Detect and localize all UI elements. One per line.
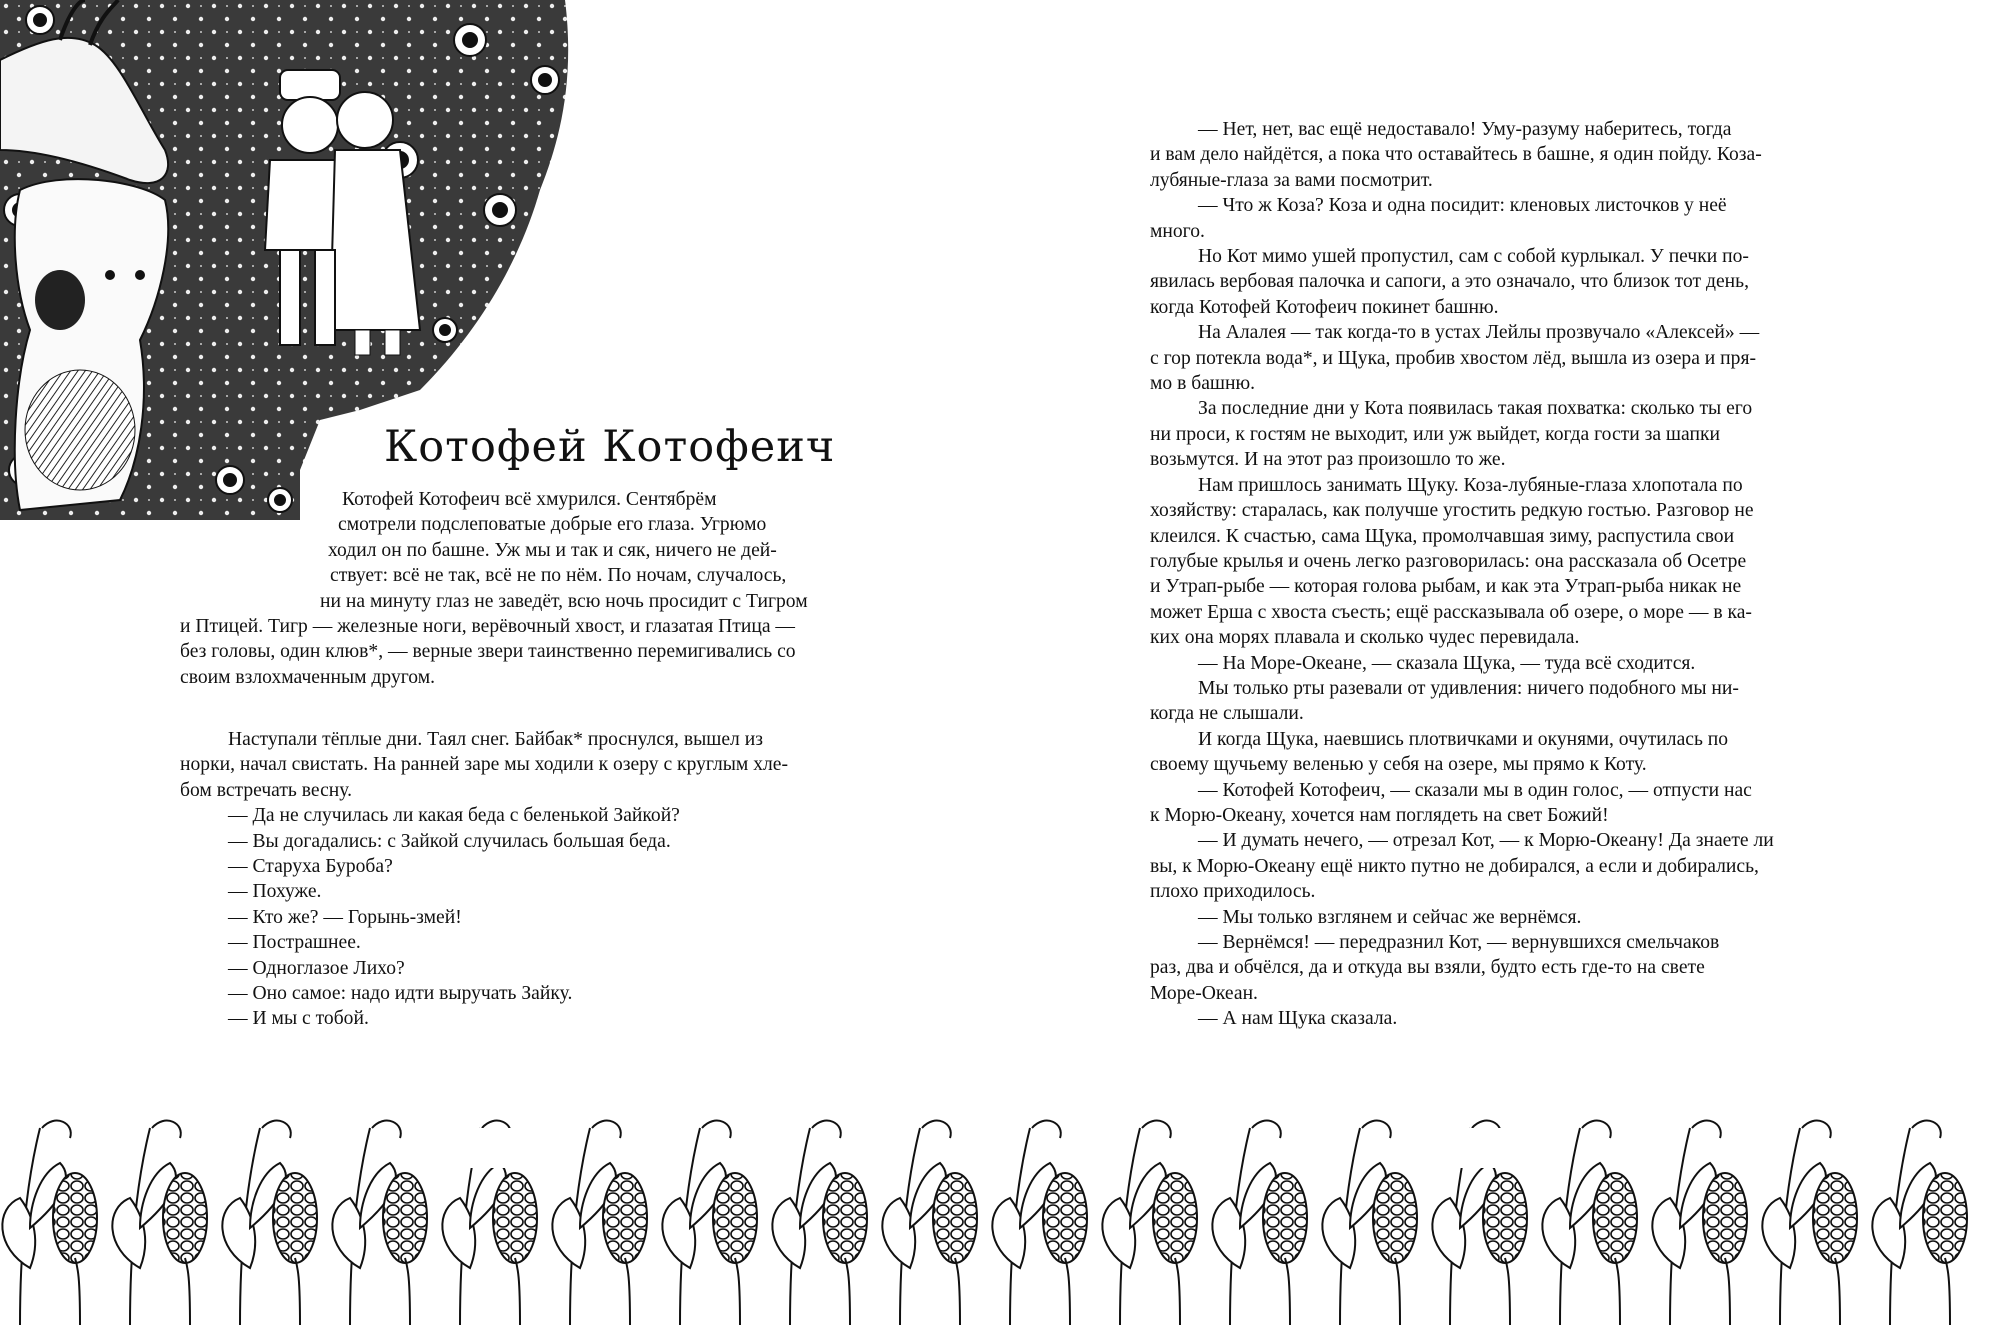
chapter-title: Котофей Котофеич — [378, 422, 850, 472]
text-line: — Оно самое: надо идти выручать Зайку. — [228, 983, 573, 1005]
text-line: За последние дни у Кота появилась такая похватка: сколько ты его — [1198, 398, 1753, 420]
text-line: Котофей Котофеич всё хмурился. Сентябрём — [342, 489, 717, 510]
text-line: может Ерша с хвоста съесть; ещё рассказывала об озере, о море — в ка- — [1150, 601, 1752, 623]
text-line: к Морю-Океану, хочется нам поглядеть на свет Божий! — [1150, 804, 1609, 826]
text-line: — Одноглазое Лихо? — [228, 957, 405, 979]
text-line: ких она морях плавала и сколько чудес перевидала. — [1150, 627, 1580, 649]
text-line: — Нет, нет, вас ещё недоставало! Уму-разуму наберитесь, тогда — [1198, 119, 1732, 140]
text-line: и Утрап-рыбе — которая голова рыбам, и как эта Утрап-рыба никак не — [1150, 576, 1742, 598]
text-line: норки, начал свистать. На ранней заре мы ходили к озеру с круглым хле- — [180, 754, 788, 776]
text-line: Нам пришлось занимать Щуку. Коза-лубяные-глаза хлопотала по — [1198, 474, 1743, 496]
text-line: когда не слышали. — [1150, 703, 1304, 725]
text-line: Наступали тёплые дни. Таял снег. Байбак* проснулся, вышел из — [228, 729, 763, 750]
text-line: — Котофей Котофеич, — сказали мы в один голос, — отпусти нас — [1198, 779, 1752, 801]
text-line: много. — [1150, 220, 1205, 242]
text-line: смотрели подслеповатые добрые его глаза. Угрюмо — [338, 514, 767, 536]
text-line: — И мы с тобой. — [228, 1008, 369, 1030]
decorative-border — [0, 1108, 2000, 1325]
text-line: — Вернёмся! — передразнил Кот, — вернувшихся смельчаков — [1198, 932, 1720, 953]
text-line: Море-Океан. — [1150, 982, 1258, 1004]
text-line: бом встречать весну. — [180, 779, 353, 801]
text-line: — Пострашнее. — [228, 932, 361, 954]
right-page-text — [1150, 117, 1824, 1032]
text-line: — Да не случилась ли какая беда с беленькой Зайкой? — [228, 805, 680, 827]
text-line: и вам дело найдётся, а пока что оставайтесь в башне, я один пойду. Коза- — [1150, 144, 1762, 166]
text-line: лубяные-глаза за вами посмотрит. — [1150, 169, 1433, 191]
text-line: мо в башню. — [1150, 373, 1256, 395]
text-line: своим взлохмаченным другом. — [180, 666, 436, 688]
text-line: Мы только рты разевали от удивления: ничего подобного мы ни- — [1198, 677, 1739, 699]
text-line: плохо приходилось. — [1150, 881, 1316, 903]
text-line: когда Котофей Котофеич покинет башню. — [1150, 296, 1499, 318]
text-line: — Мы только взглянем и сейчас же вернёмся. — [1198, 906, 1582, 928]
text-line: — Похуже. — [228, 881, 322, 903]
text-line: хозяйству: старалась, как получше угостить редкую гостью. Разговор не — [1150, 500, 1754, 522]
text-line: ни проси, к гостям не выходит, или уж выйдет, когда гости за шапки — [1150, 423, 1720, 445]
text-line: На Алалея — так когда-то в устах Лейлы прозвучало «Алексей» — — [1198, 322, 1760, 344]
text-line: клеился. К счастью, сама Щука, промолчавшая зиму, распустила свои — [1150, 525, 1735, 547]
text-line: раз, два и обчёлся, да и откуда вы взяли, будто есть где-то на свете — [1150, 957, 1705, 979]
text-line: своему щучьему веленью у себя на озере, мы прямо к Коту. — [1150, 754, 1647, 776]
text-line: ни на минуту глаз не заведёт, всю ночь просидит с Тигром — [320, 590, 808, 612]
text-line: голубые крылья и очень легко разговорилась: она рассказала об Осетре — [1150, 550, 1747, 572]
text-line: ходил он по башне. Уж мы и так и сяк, ничего не дей- — [328, 539, 777, 561]
text-line: явилась вербовая палочка и сапоги, а это означало, что близок тот день, — [1150, 271, 1749, 293]
left-page-paragraph-1 — [180, 487, 852, 690]
left-page-paragraph-2 — [180, 727, 852, 1032]
text-line: И когда Щука, наевшись плотвичками и окунями, очутилась по — [1198, 728, 1729, 750]
text-line: — Старуха Буроба? — [228, 856, 393, 878]
text-line: — А нам Щука сказала. — [1198, 1008, 1398, 1030]
text-line: без головы, один клюв*, — верные звери таинственно перемигивались со — [180, 641, 796, 663]
text-line: и Птицей. Тигр — железные ноги, верёвочный хвост, и глазатая Птица — — [180, 616, 796, 638]
text-line: ствует: всё не так, всё не по нём. По ночам, случалось, — [330, 565, 787, 587]
text-line: возьмутся. И на этот раз произошло то же. — [1150, 449, 1506, 471]
text-line: с гор потекла вода*, и Щука, пробив хвостом лёд, вышла из озера и пря- — [1150, 347, 1756, 369]
text-line: — Что ж Коза? Коза и одна посидит: кленовых листочков у неё — [1198, 195, 1727, 217]
text-line: Но Кот мимо ушей пропустил, сам с собой курлыкал. У печки по- — [1198, 246, 1749, 268]
text-line: — Вы догадались: с Зайкой случилась большая беда. — [228, 830, 671, 852]
text-line: — На Море-Океане, — сказала Щука, — туда всё сходится. — [1198, 652, 1696, 674]
text-line: — И думать нечего, — отрезал Кот, — к Морю-Океану! Да знаете ли — [1198, 830, 1774, 852]
text-line: вы, к Морю-Океану ещё никто путно не добирался, а если и добирались, — [1150, 855, 1759, 877]
text-line: — Кто же? — Горынь-змей! — [228, 906, 462, 928]
